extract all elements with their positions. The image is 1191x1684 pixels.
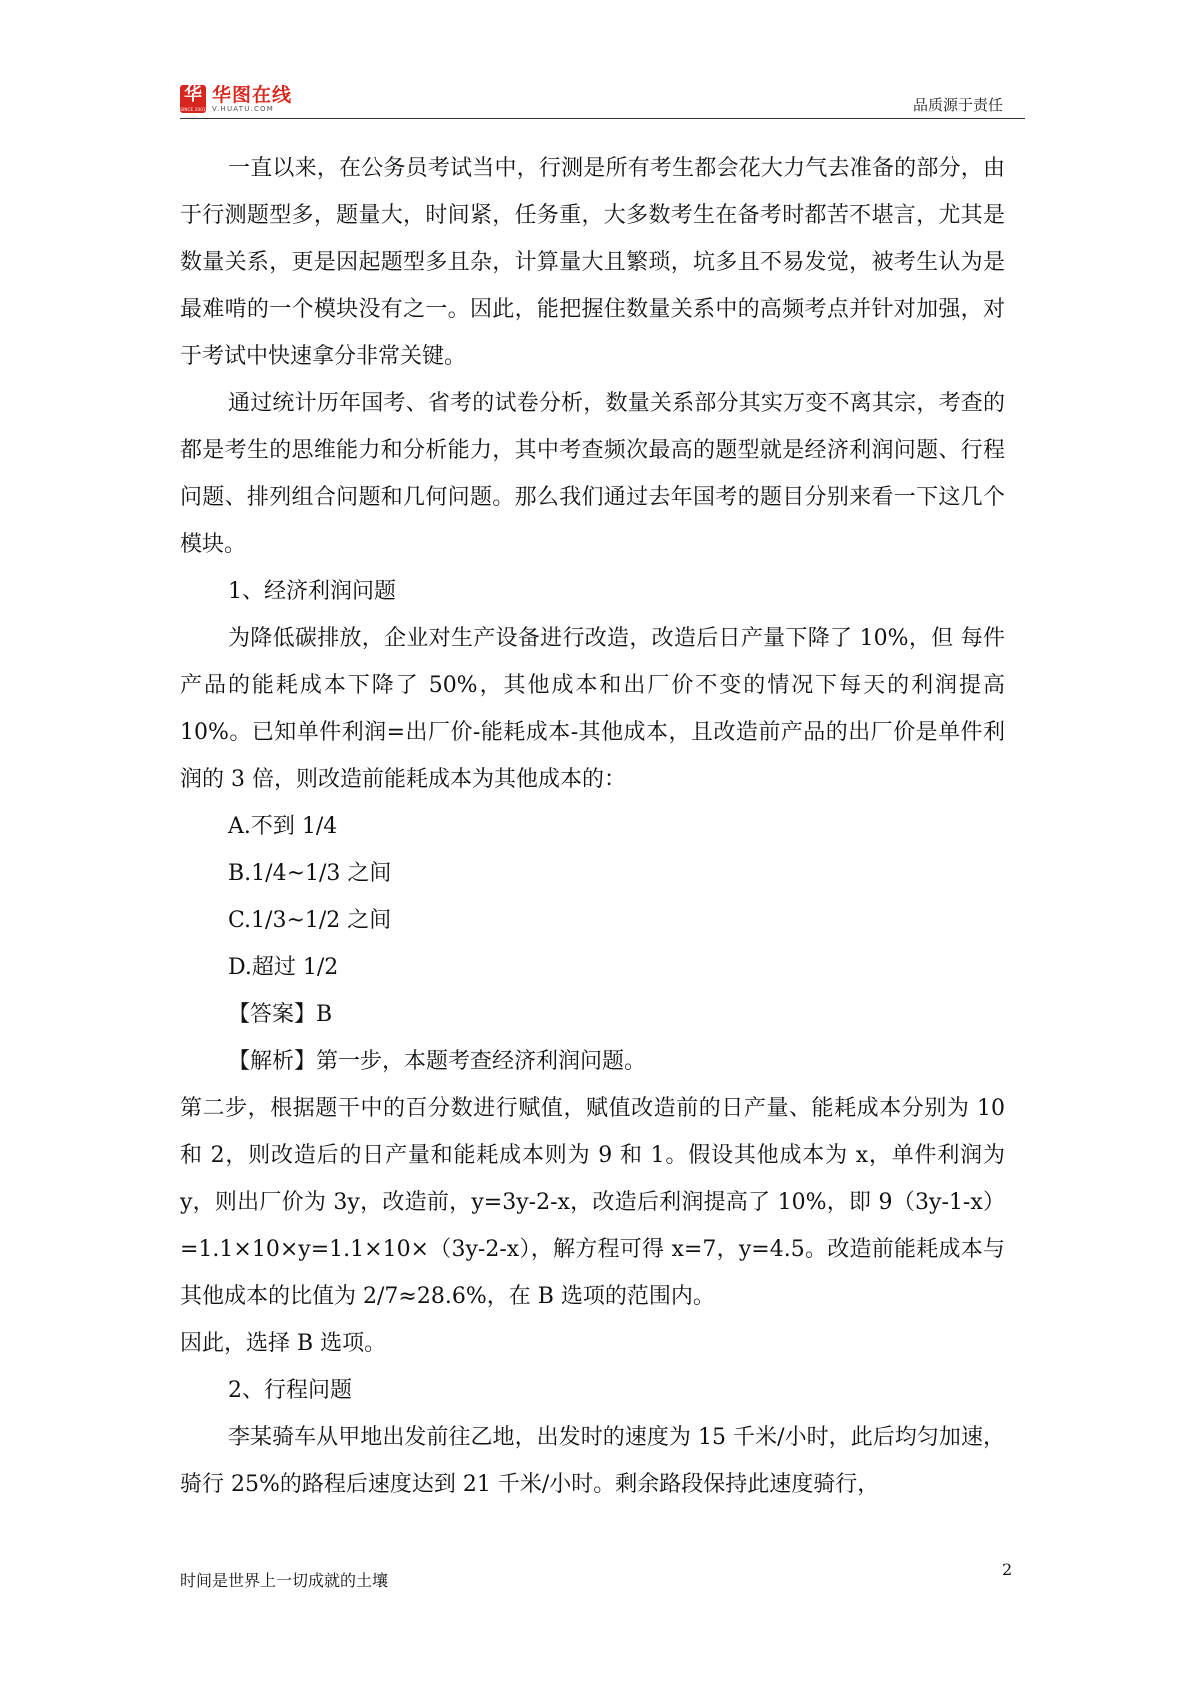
huatu-logo bbox=[180, 84, 292, 114]
section-heading-economic-profit: 1、经济利润问题 bbox=[228, 579, 396, 604]
analysis-paragraph: 通过统计历年国考、省考的试卷分析，数量关系部分其实万变不离其宗，考查的都是考生的思维能力和分析能力，其中考查频次最高的题型就是经济利润问题、行程问题、排列组合问题和几何问题。那么我们通过去年国考的题目分别来看一下这几个模块。 bbox=[180, 391, 1005, 557]
explanation-step-1: 【解析】第一步，本题考查经济利润问题。 bbox=[228, 1049, 647, 1074]
document-body bbox=[180, 145, 1005, 1508]
option-c: C.1/3~1/2 之间 bbox=[228, 908, 392, 933]
logo-since: SINCE 2001 bbox=[180, 107, 206, 112]
conclusion-line: 因此，选择 B 选项。 bbox=[180, 1331, 387, 1356]
page-header bbox=[180, 82, 1025, 119]
page-number: 2 bbox=[1002, 1560, 1013, 1579]
logo-mark-icon bbox=[180, 85, 206, 113]
logo-text bbox=[212, 85, 292, 114]
answer-line: 【答案】B bbox=[228, 1002, 333, 1027]
section-heading-travel: 2、行程问题 bbox=[228, 1378, 352, 1403]
logo-name: 华图在线 bbox=[212, 83, 293, 106]
intro-paragraph: 一直以来，在公务员考试当中，行测是所有考生都会花大力气去准备的部分，由于行测题型多，题量大，时间紧，任务重，大多数考生在备考时都苦不堪言，尤其是数量关系，更是因起题型多且杂，计算量大且繁琐，坑多且不易发觉，被考生认为是最难啃的一个模块没有之一。因此，能把握住数量关系中的高频考点并针对加强，对于考试中快速拿分非常关键。 bbox=[180, 156, 1005, 369]
question-stem: 为降低碳排放，企业对生产设备进行改造，改造后日产量下降了 10%，但 每件产品的能耗成本下降了 50%，其他成本和出厂价不变的情况下每天的利润提高 10%。已知单件利润=出厂价-能耗成本-其他成本，且改造前产品的出厂价是单件利润的 3 倍，则改造前能耗成本为其他成本的： bbox=[180, 626, 1005, 792]
footer-motto: 时间是世界上一切成就的土壤 bbox=[180, 1571, 389, 1590]
logo-glyph: 华 bbox=[184, 84, 202, 105]
option-d: D.超过 1/2 bbox=[228, 955, 339, 980]
header-slogan: 品质源于责任 bbox=[912, 96, 1003, 114]
option-a: A.不到 1/4 bbox=[228, 814, 338, 839]
option-b: B.1/4~1/3 之间 bbox=[228, 861, 392, 886]
explanation-step-2: 第二步，根据题干中的百分数进行赋值，赋值改造前的日产量、能耗成本分别为 10 和 2，则改造后的日产量和能耗成本则为 9 和 1。假设其他成本为 x，单件利润为 y，则出厂价为 3y，改造前，y=3y-2-x，改造后利润提高了 10%，即 9（3y-1-x）=1.1×10×y=1.1×10×（3y-2-x），解方程可得 x=7，y=4.5。改造前能耗成本与其他成本的比值为 2/7≈28.6%，在 B 选项的范围内。 bbox=[180, 1096, 1005, 1309]
logo-url: V.HUATU.COM bbox=[212, 104, 275, 113]
travel-question-stem: 李某骑车从甲地出发前往乙地，出发时的速度为 15 千米/小时，此后均匀加速，骑行 25%的路程后速度达到 21 千米/小时。剩余路段保持此速度骑行， bbox=[180, 1425, 1005, 1497]
